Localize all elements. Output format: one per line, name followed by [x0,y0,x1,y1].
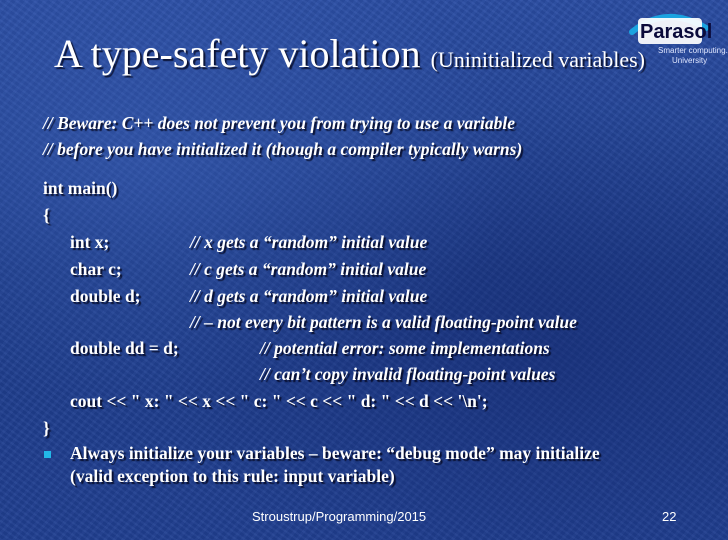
bullet-text-line-2: (valid exception to this rule: input variable) [70,466,395,486]
code-decl-c: char c; [70,259,122,279]
code-decl-d: double d; [70,286,141,306]
code-comment-x: // x gets a “random” initial value [190,232,428,252]
code-main-signature: int main() [43,178,118,198]
logo-tagline: Smarter computing. [658,46,728,55]
footer-credit: Stroustrup/Programming/2015 [252,509,427,524]
title-main: A type-safety violation [54,31,421,76]
code-comment-2: // before you have initialized it (though a compiler typically warns) [43,139,523,159]
logo-university: University [672,56,708,65]
title-sub: (Uninitialized variables) [430,47,646,72]
slide-title [54,30,645,77]
code-comment-1: // Beware: C++ does not prevent you from trying to use a variable [43,113,516,133]
logo-wordmark: Parasol [640,21,713,43]
bullet-square-icon [44,451,51,458]
code-comment-dd-continued: // can’t copy invalid floating-point values [260,364,556,384]
code-decl-x: int x; [70,232,110,252]
code-comment-d-continued: // – not every bit pattern is a valid floating-point value [190,312,577,332]
code-open-brace: { [43,205,50,225]
code-comment-d: // d gets a “random” initial value [190,286,428,306]
code-comment-c: // c gets a “random” initial value [190,259,427,279]
page-number: 22 [662,509,677,524]
code-cout-line: cout << " x: " << x << " c: " << c << " d: " << d << '\n'; [70,391,488,411]
code-decl-dd: double dd = d; [70,338,179,358]
code-comment-dd: // potential error: some implementations [260,338,550,358]
code-close-brace: } [43,418,50,438]
bullet-text-line-1: Always initialize your variables – beware: “debug mode” may initialize [70,443,600,463]
